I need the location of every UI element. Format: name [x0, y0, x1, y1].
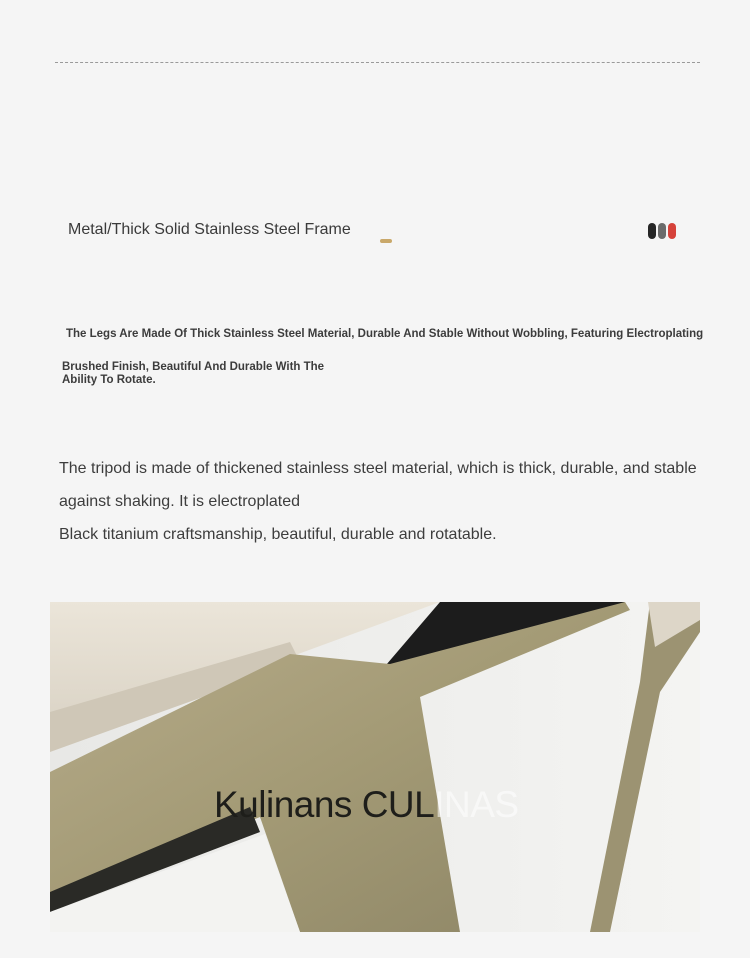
swatch-black [648, 223, 656, 239]
brand-main: Kulinans CUL [214, 784, 435, 825]
gold-tag-icon [380, 239, 392, 243]
english-description-line2: Brushed Finish, Beautiful And Durable With The Ability To Rotate. [62, 361, 325, 386]
brand-watermark [214, 784, 519, 826]
chair-leg-photo [50, 602, 700, 932]
color-swatches [648, 223, 676, 239]
chair-leg-illustration [50, 602, 700, 932]
frame-title: Metal/Thick Solid Stainless Steel Frame [68, 221, 351, 238]
swatch-gray [658, 223, 666, 239]
product-description [59, 452, 699, 551]
dashed-divider [55, 62, 700, 63]
brand-faded: INAS [434, 784, 519, 825]
english-description-line1: The Legs Are Made Of Thick Stainless Steel Material, Durable And Stable Without Wobbling, Featuring Electroplating [66, 328, 704, 340]
description-line1: The tripod is made of thickened stainless steel material, which is thick, durable, and stable against shaking. It is electroplated [59, 460, 697, 510]
swatch-red [668, 223, 676, 239]
description-line2: Black titanium craftsmanship, beautiful, durable and rotatable. [59, 526, 497, 543]
